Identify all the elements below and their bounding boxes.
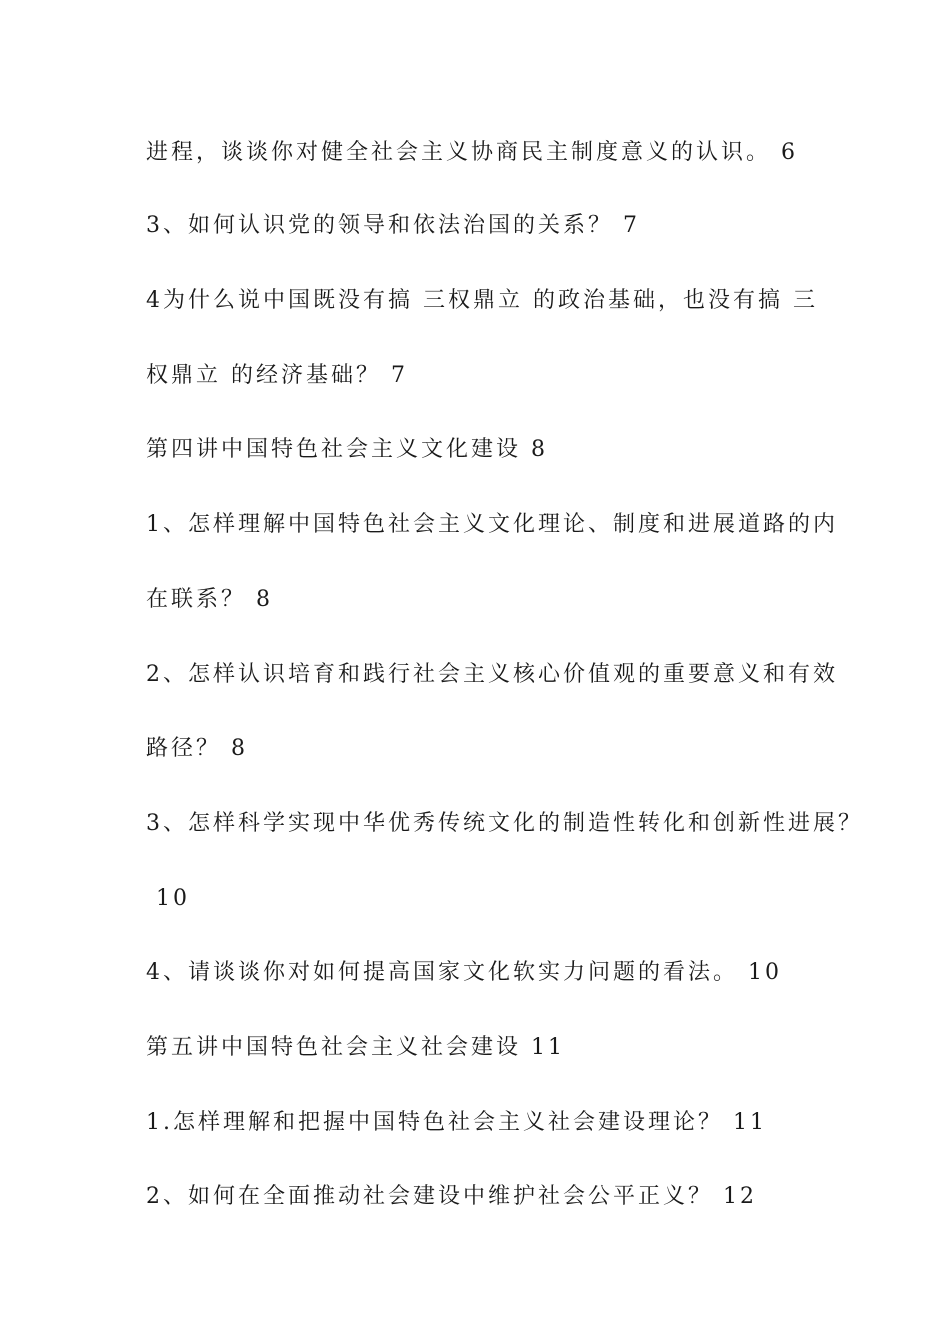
toc-line-12: 4、请谈谈你对如何提高国家文化软实力问题的看法。 10 [146, 960, 782, 985]
toc-line-4: 权鼎立 的经济基础？ 7 [146, 363, 408, 388]
toc-line-6: 1、怎样理解中国特色社会主义文化理论、制度和进展道路的内 [146, 512, 838, 537]
toc-line-1: 进程，谈谈你对健全社会主义协商民主制度意义的认识。 6 [146, 140, 798, 165]
toc-line-11: 10 [156, 886, 190, 911]
toc-heading-lecture-4: 第四讲中国特色社会主义文化建设 8 [146, 437, 548, 462]
toc-line-8: 2、怎样认识培育和践行社会主义核心价值观的重要意义和有效 [146, 662, 838, 687]
toc-line-7: 在联系？ 8 [146, 587, 273, 612]
toc-line-10: 3、怎样科学实现中华优秀传统文化的制造性转化和创新性进展？ [146, 811, 863, 836]
toc-line-15: 2、如何在全面推动社会建设中维护社会公平正义？ 12 [146, 1184, 757, 1209]
toc-line-2: 3、如何认识党的领导和依法治国的关系？ 7 [146, 213, 640, 238]
toc-line-3: 4为什么说中国既没有搞 三权鼎立 的政治基础，也没有搞 三 [146, 288, 818, 313]
toc-line-14: 1.怎样理解和把握中国特色社会主义社会建设理论？ 11 [146, 1110, 767, 1135]
toc-heading-lecture-5: 第五讲中国特色社会主义社会建设 11 [146, 1035, 565, 1060]
toc-line-9: 路径？ 8 [146, 736, 248, 761]
